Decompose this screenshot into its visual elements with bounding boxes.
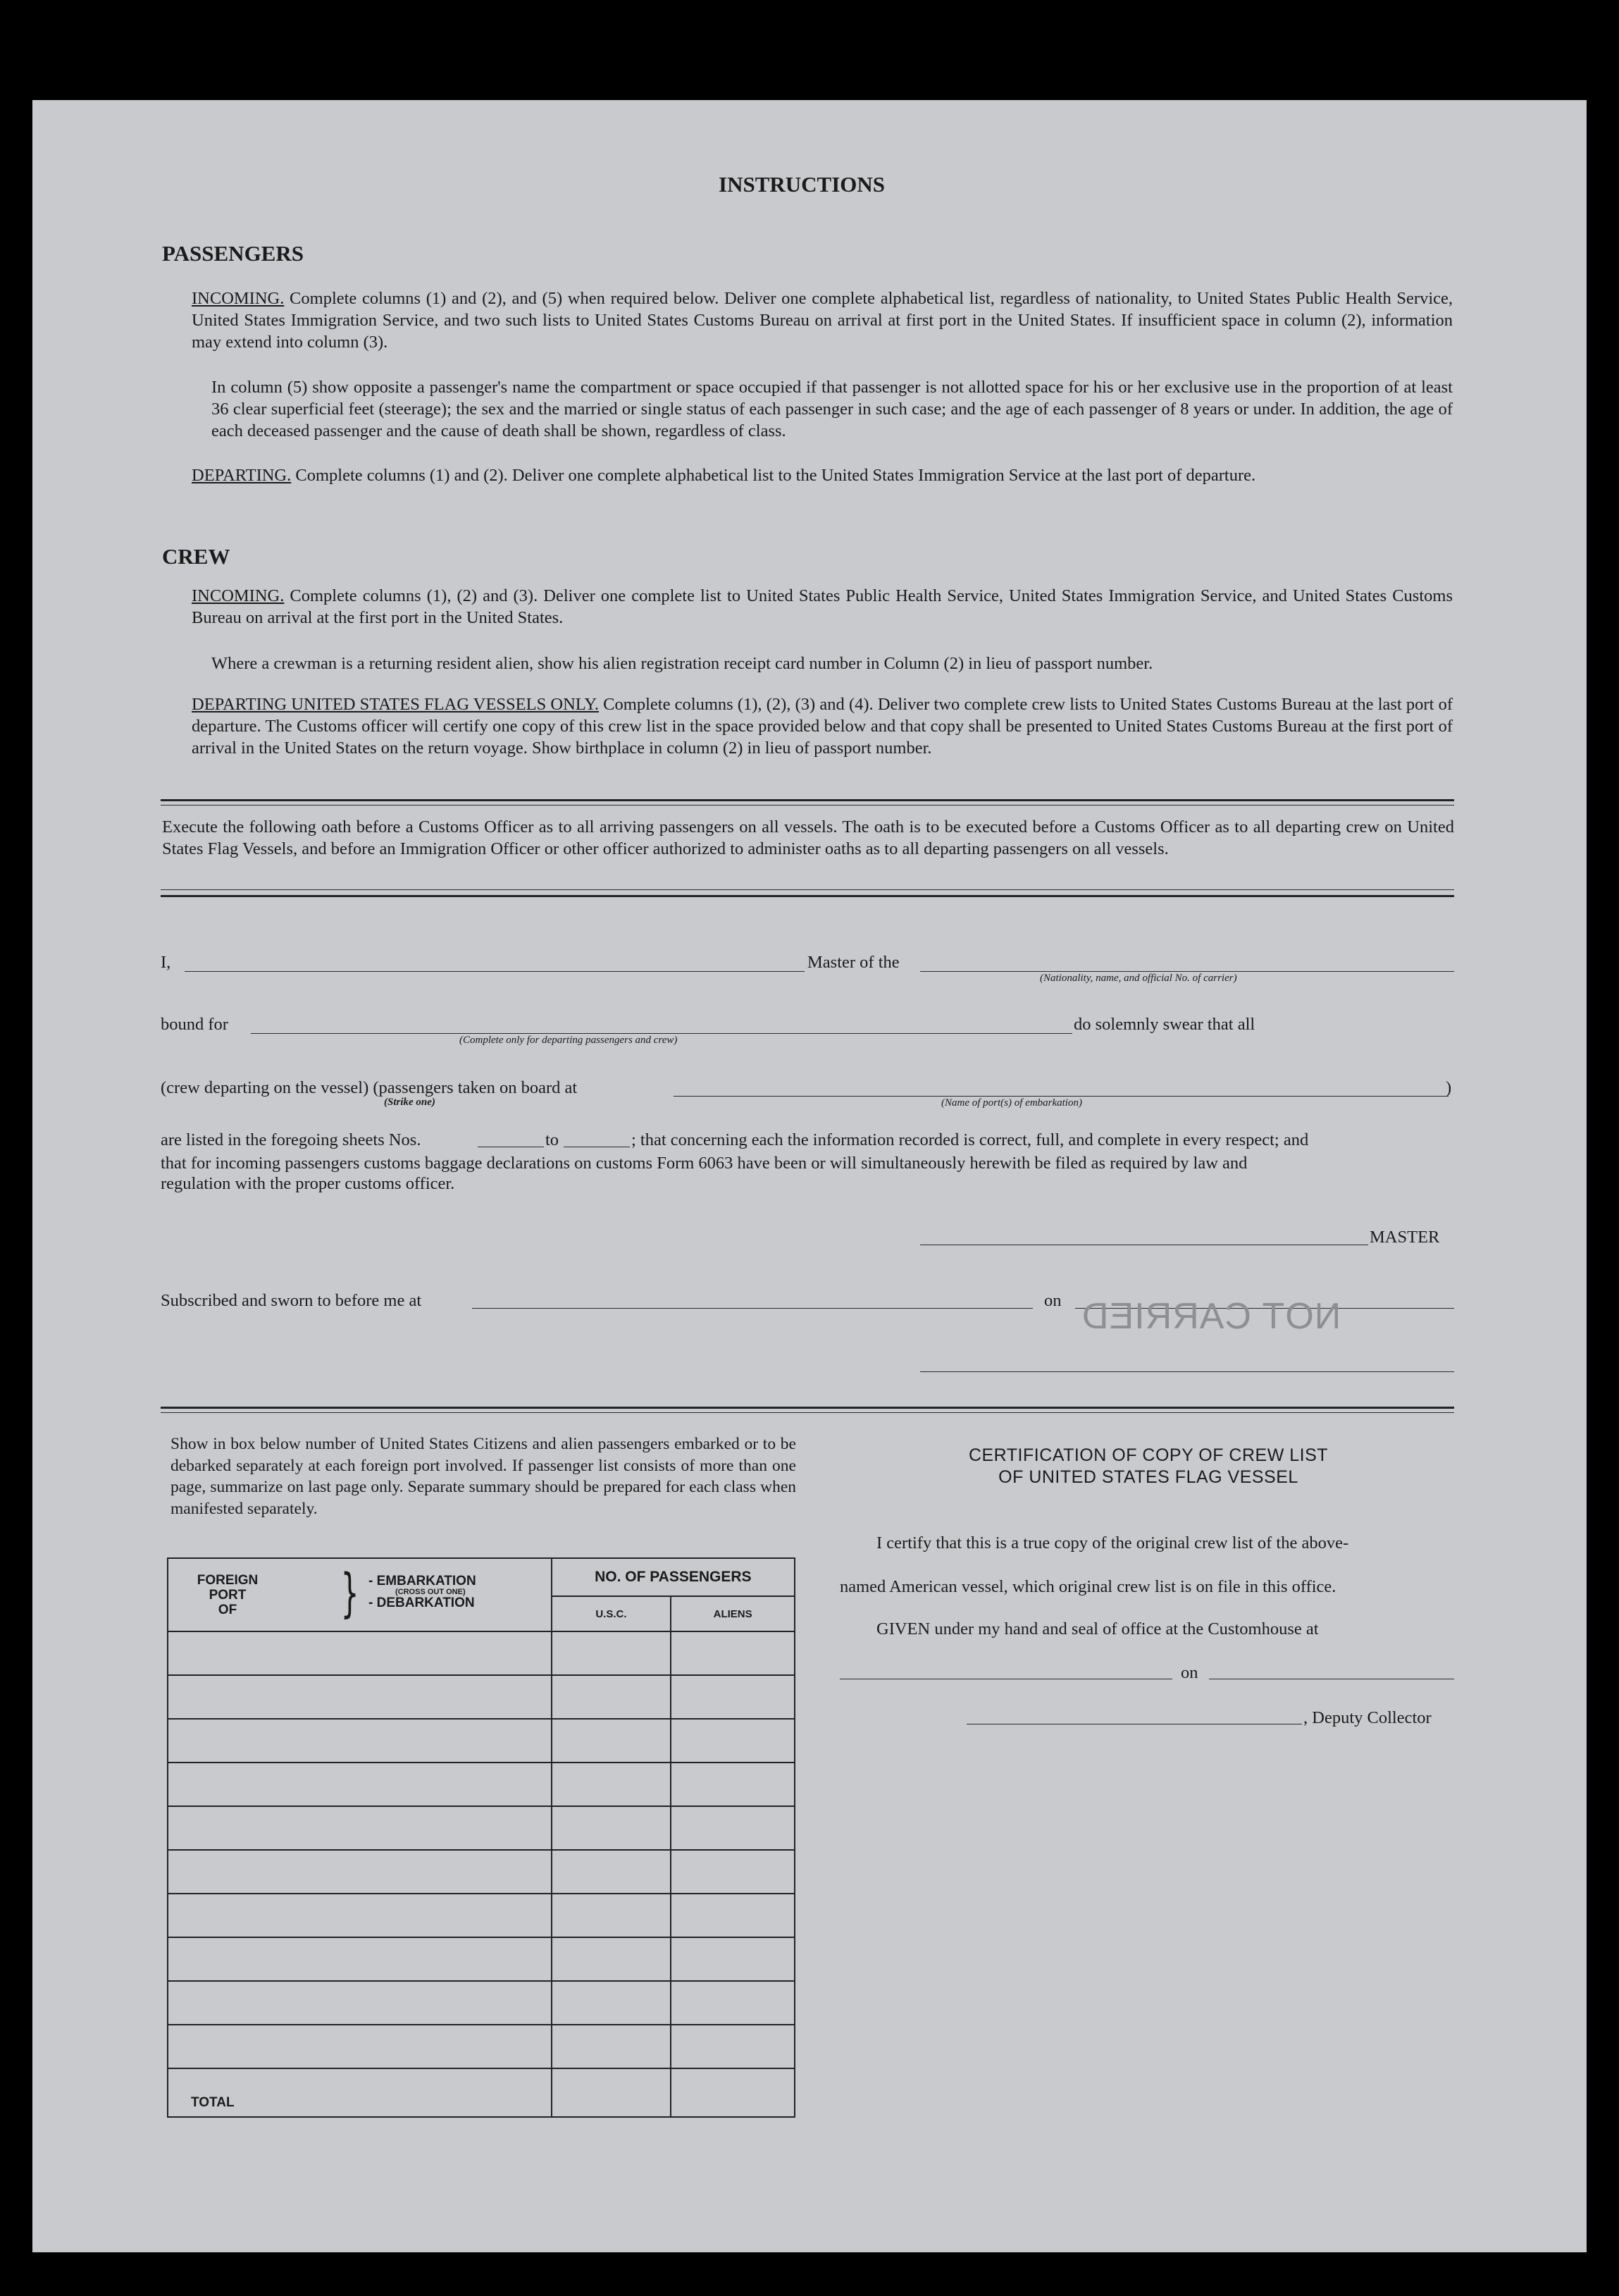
- crew-heading: CREW: [162, 544, 230, 569]
- crew-departing-label: (crew departing on the vessel) (passengers taken on board at: [161, 1078, 578, 1097]
- certification-title-line-2: OF UNITED STATES FLAG VESSEL: [998, 1467, 1298, 1487]
- usc-cell[interactable]: [552, 1806, 671, 1850]
- certification-line-2: named American vessel, which original crew list is on file in this office.: [840, 1577, 1336, 1596]
- listed-to-label: to: [545, 1130, 559, 1149]
- subscribed-on-label: on: [1044, 1291, 1062, 1310]
- carrier-line[interactable]: [920, 971, 1454, 972]
- crew-incoming-lead: INCOMING.: [192, 586, 285, 605]
- listed-text-1: ; that concerning each the information recorded is correct, full, and complete in every respect; and: [631, 1130, 1309, 1149]
- listed-text-3: regulation with the proper customs officer.: [161, 1174, 455, 1193]
- foreign-label: FOREIGN: [197, 1573, 259, 1588]
- foreign-port-header: [168, 1558, 552, 1631]
- usc-cell[interactable]: [552, 1894, 671, 1937]
- brace-icon: }: [340, 1563, 359, 1624]
- subscribed-place-line[interactable]: [472, 1308, 1033, 1309]
- usc-cell[interactable]: [552, 1631, 671, 1675]
- officer-signature-line[interactable]: [920, 1371, 1454, 1372]
- crew-departing-paragraph: [192, 693, 1453, 759]
- debarkation-label: - DEBARKATION: [368, 1596, 475, 1610]
- port-cell[interactable]: [168, 1850, 552, 1894]
- aliens-cell[interactable]: [671, 2025, 795, 2068]
- certification-title-line-1: CERTIFICATION OF COPY OF CREW LIST: [968, 1445, 1329, 1465]
- usc-cell[interactable]: [552, 2025, 671, 2068]
- separator-rule: [161, 1407, 1454, 1409]
- port-cell[interactable]: [168, 1894, 552, 1937]
- cross-out-label: (CROSS OUT ONE): [395, 1588, 466, 1596]
- passengers-departing-lead: DEPARTING.: [192, 466, 292, 485]
- aliens-cell[interactable]: [671, 1763, 795, 1806]
- passengers-departing-paragraph: [192, 464, 1453, 486]
- aliens-cell[interactable]: [671, 1894, 795, 1937]
- port-cell[interactable]: [168, 1675, 552, 1719]
- embarkation-port-line[interactable]: [674, 1096, 1449, 1097]
- separator-rule: [161, 805, 1454, 806]
- port-cell[interactable]: [168, 1981, 552, 2025]
- usc-cell[interactable]: [552, 1763, 671, 1806]
- usc-cell[interactable]: [552, 1937, 671, 1981]
- master-of-label: Master of the: [807, 953, 900, 972]
- not-carried-stamp: NOT CARRIED: [1081, 1296, 1341, 1337]
- usc-total-cell[interactable]: [552, 2068, 671, 2117]
- passenger-summary-table: [167, 1557, 795, 2118]
- port-cell[interactable]: [168, 1719, 552, 1763]
- certification-on-label: on: [1181, 1663, 1198, 1682]
- listed-label: are listed in the foregoing sheets Nos.: [161, 1130, 421, 1149]
- aliens-cell[interactable]: [671, 1631, 795, 1675]
- close-paren: ): [1446, 1078, 1452, 1097]
- bound-for-label: bound for: [161, 1015, 228, 1034]
- port-cell[interactable]: [168, 1937, 552, 1981]
- summary-instruction: Show in box below number of United States Citizens and alien passengers embarked or to be debarked separately at each foreign port involved. If passenger list consists of more than one page, summarize on last page only. Separate summary should be prepared for each class when manifested separately.: [170, 1435, 796, 1518]
- page-title: INSTRUCTIONS: [719, 172, 886, 197]
- certification-line-3: GIVEN under my hand and seal of office at the Customhouse at: [876, 1619, 1319, 1638]
- aliens-cell[interactable]: [671, 1675, 795, 1719]
- aliens-cell[interactable]: [671, 1937, 795, 1981]
- aliens-cell[interactable]: [671, 1719, 795, 1763]
- of-label: OF: [218, 1603, 237, 1617]
- passengers-departing-text: Complete columns (1) and (2). Deliver one complete alphabetical list to the United States Immigration Service at the last port of departure.: [291, 466, 1256, 485]
- bound-for-caption: (Complete only for departing passengers and crew): [459, 1035, 678, 1046]
- strike-one-caption: (Strike one): [384, 1097, 435, 1108]
- passengers-heading: PASSENGERS: [162, 241, 304, 266]
- port-cell[interactable]: [168, 1763, 552, 1806]
- bound-for-line[interactable]: [251, 1033, 1072, 1034]
- aliens-cell[interactable]: [671, 1981, 795, 2025]
- port-label: PORT: [209, 1588, 247, 1603]
- separator-rule: [161, 895, 1454, 897]
- aliens-header: ALIENS: [671, 1596, 795, 1631]
- master-signature-label: MASTER: [1370, 1228, 1440, 1247]
- no-of-passengers-header: NO. OF PASSENGERS: [552, 1558, 795, 1596]
- usc-header: U.S.C.: [552, 1596, 671, 1631]
- crew-resident-paragraph: Where a crewman is a returning resident alien, show his alien registration receipt card number in Column (2) in lieu of passport number.: [211, 654, 1153, 673]
- master-name-line[interactable]: [185, 971, 805, 972]
- embarkation-caption: (Name of port(s) of embarkation): [941, 1097, 1082, 1109]
- separator-rule: [161, 889, 1454, 890]
- aliens-cell[interactable]: [671, 1806, 795, 1850]
- embarkation-label: - EMBARKATION: [368, 1574, 476, 1588]
- crew-incoming-text: Complete columns (1), (2) and (3). Deliver one complete list to United States Public Health Service, United States Immigration Service, and United States Customs Bureau on arrival at the first port in the United States.: [192, 586, 1453, 627]
- separator-rule: [161, 1412, 1454, 1413]
- crew-incoming-paragraph: [192, 585, 1453, 629]
- crew-departing-lead: DEPARTING UNITED STATES FLAG VESSELS ONLY.: [192, 695, 599, 714]
- passengers-incoming-text: Complete columns (1) and (2), and (5) when required below. Deliver one complete alphabetical list, regardless of nationality, to United States Public Health Service, United States Immigration Service, and two such lists to United States Customs Bureau on arrival at first port in the United States. If insufficient space in column (2), information may extend into column (3).: [192, 289, 1453, 352]
- usc-cell[interactable]: [552, 1981, 671, 2025]
- oath-i-label: I,: [161, 953, 171, 972]
- certification-title: [888, 1445, 1409, 1488]
- port-cell[interactable]: [168, 1631, 552, 1675]
- crew-departing-text: Complete columns (1), (2), (3) and (4). Deliver two complete crew lists to United States Customs Bureau at the last port of departure. The Customs officer will certify one copy of this crew list in the space provided below and that copy shall be presented to United States Customs Bureau at the first port of arrival in the United States on the return voyage. Show birthplace in column (2) in lieu of passport number.: [192, 695, 1453, 758]
- passengers-incoming-paragraph: [192, 288, 1453, 353]
- listed-text-2: that for incoming passengers customs baggage declarations on customs Form 6063 have been or will simultaneously herewith be filed as required by law and: [161, 1154, 1248, 1173]
- usc-cell[interactable]: [552, 1850, 671, 1894]
- aliens-cell[interactable]: [671, 1850, 795, 1894]
- total-label: TOTAL: [168, 2068, 552, 2117]
- carrier-caption: (Nationality, name, and official No. of carrier): [1040, 973, 1237, 984]
- passengers-column5-paragraph: In column (5) show opposite a passenger's name the compartment or space occupied if that passenger is not allotted space for his or her exclusive use in the proportion of at least 36 clear superficial feet (steerage); the sex and the married or single status of each passenger in such case; and the age of each passenger of 8 years or under. In addition, the age of each deceased passenger and the cause of death shall be shown, regardless of class.: [211, 378, 1453, 440]
- port-cell[interactable]: [168, 1806, 552, 1850]
- deputy-collector-label: , Deputy Collector: [1303, 1708, 1432, 1727]
- aliens-total-cell[interactable]: [671, 2068, 795, 2117]
- swear-label: do solemnly swear that all: [1074, 1015, 1255, 1034]
- subscribed-label: Subscribed and sworn to before me at: [161, 1291, 422, 1310]
- passengers-incoming-lead: INCOMING.: [192, 289, 285, 308]
- port-cell[interactable]: [168, 2025, 552, 2068]
- usc-cell[interactable]: [552, 1675, 671, 1719]
- certification-line-1: I certify that this is a true copy of the original crew list of the above-: [876, 1533, 1349, 1553]
- usc-cell[interactable]: [552, 1719, 671, 1763]
- separator-rule: [161, 799, 1454, 801]
- oath-instruction-paragraph: Execute the following oath before a Customs Officer as to all arriving passengers on all vessels. The oath is to be executed before a Customs Officer as to all departing crew on United States Flag Vessels, and before an Immigration Officer or other officer authorized to administer oaths as to all departing passengers on all vessels.: [162, 817, 1454, 858]
